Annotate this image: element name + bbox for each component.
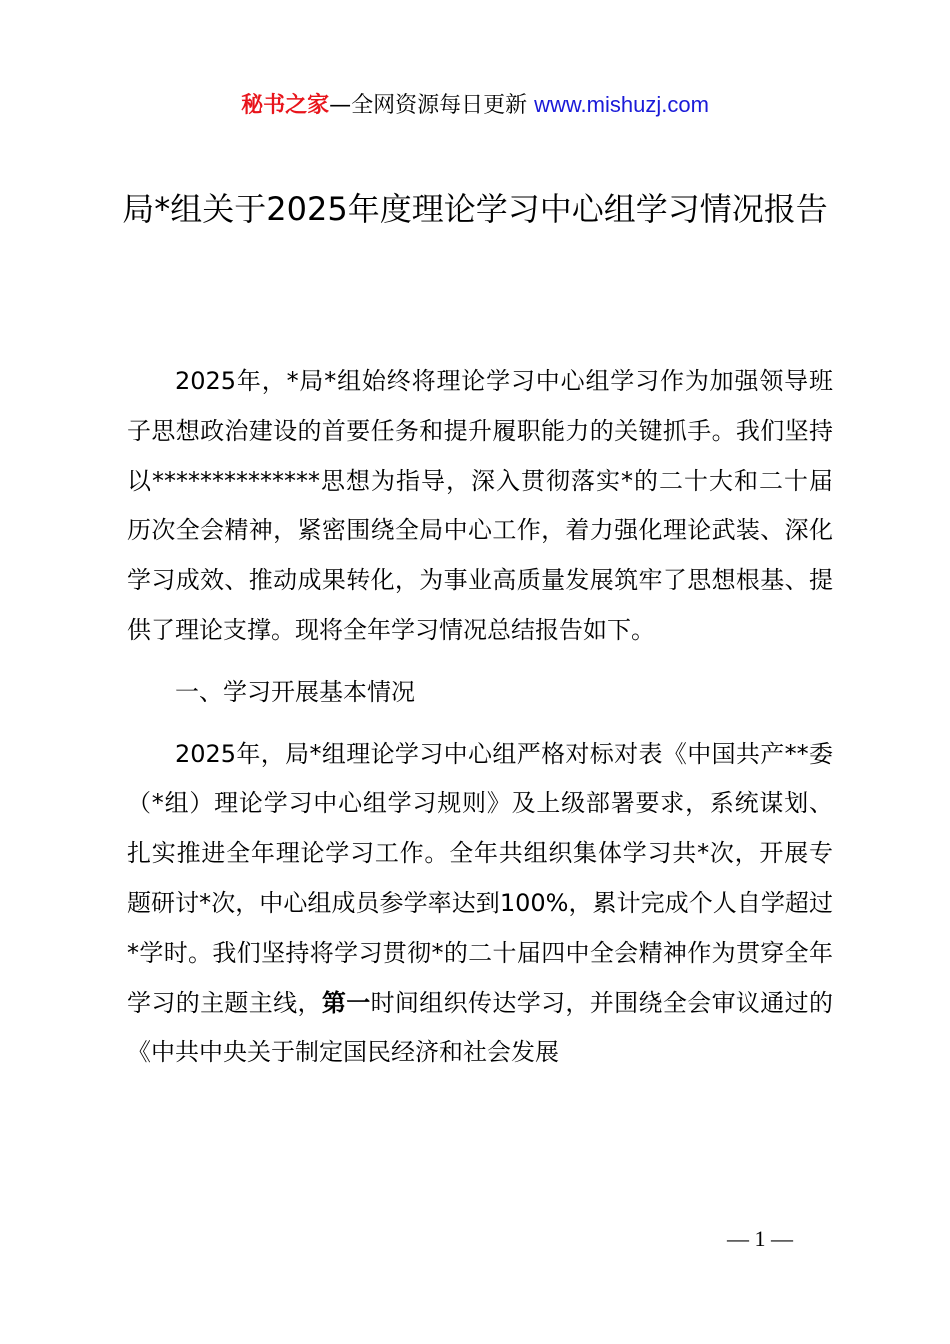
section-heading: 一、学习开展基本情况 bbox=[175, 677, 415, 706]
document-title: 局*组关于2025年度理论学习中心组学习情况报告 bbox=[122, 190, 828, 228]
document-body bbox=[127, 357, 833, 1078]
site-brand: 秘书之家 bbox=[241, 93, 330, 118]
page-number: — 1 — bbox=[727, 1226, 793, 1251]
site-header bbox=[0, 88, 950, 123]
section-text-part1: 2025年，局*组理论学习中心组严格对标对表《中国共产**委（*组）理论学习中心组学习规则》及上级部署要求，系统谋划、扎实推进全年理论学习工作。全年共组织集体学习共*次，开展专题研讨*次，中心组成员参学率达到100%，累计完成个人自学超过*学时。我们坚持将学习贯彻*的二十届四中全会精神作为贯穿全年学习的主题主线， bbox=[127, 739, 833, 1017]
section-bold-text: 第一 bbox=[321, 988, 371, 1017]
section-paragraph bbox=[127, 730, 833, 1079]
site-slogan: —全网资源每日更新 bbox=[329, 93, 535, 118]
site-url-link[interactable]: www.mishuzj.com bbox=[534, 92, 709, 117]
intro-paragraph: 2025年，*局*组始终将理论学习中心组学习作为加强领导班子思想政治建设的首要任务和提升履职能力的关键抓手。我们坚持以**************思想为指导，深入贯彻落实*的二十大和二十届历次全会精神，紧密围绕全局中心工作，着力强化理论武装、深化学习成效、推动成果转化，为事业高质量发展筑牢了思想根基、提供了理论支撑。现将全年学习情况总结报告如下。 bbox=[127, 367, 833, 644]
section-text-part2: 时间组织传达学习，并围绕全会审议通过的《中共中央关于制定国民经济和社会发展 bbox=[127, 988, 834, 1067]
